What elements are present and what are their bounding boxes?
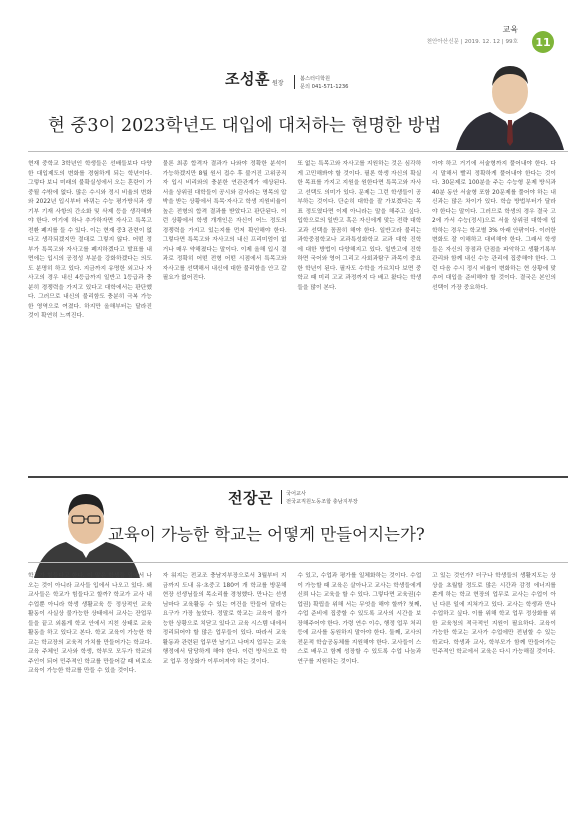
article-2-column: 학교가 힘들다고 한다. 이 말은 학생들 입에서 나오는 것이 아니라 교사들 입에서 나오고 있다. 왜 교사들은 학교가 힘들다고 할까? 학교가 교사 내 수업뿐 아니라 학생 생활교육 등 정상적인 교육 활동이 사실상 불가능한 상태에서 교사는 잔업무들을 끝고 외롭게 학교 안에서 지친 상태로 교육 활동을 하고 있다고 본다. 학교 교육이 가능한 학교는 학교장의 교육적 가치를 만들어가는 학교다. 교육 주체인 교사와 학생, 학부모 모두가 학교의 주인이 되어 민주적인 학교를 만들어갈 때 비로소 교육이 가능한 학교를 만들 수 있을 것이다. — [28, 573, 152, 674]
author-divider — [281, 490, 282, 504]
article-1-column: 물론 최종 합격자 결과가 나와야 정확한 분석이 가능하겠지만 8월 원서 접수 후 불거진 고위공직자 입시 비리와의 충분한 연관관계가 예상된다. 서울 상위권 대학들이 공시와 감사라는 명목의 압박을 받는 상황에서 특목·자사고 학생 지원비율이 높은 전형의 합격 결과를 받았다고 판단된다. 이런 상황에서 학생 개개인은 자신이 어느 정도의 경쟁력을 가지고 있는지를 먼저 확인해야 한다. 그렇다면 특목고와 자사고의 내신 프리미엄이 없거나 매우 약해졌다는 말이다. 이제 올해 입시 결과로 정확히 어떤 전형 어떤 시점에서 특목고와 자사고를 선택해서 내신에 대한 불리함을 안고 갈 필요가 없어진다. — [162, 161, 287, 281]
article-2-top-rule — [28, 562, 568, 563]
article-2-headline: 교육이 가능한 학교는 어떻게 만들어지는가? — [108, 525, 425, 544]
page-number-badge: 11 — [532, 31, 554, 53]
author-meta-line-2: 문의 041-571-1236 — [300, 84, 349, 90]
article-1-column: 또 없는 특목고와 자사고를 지원하는 것은 심각하게 고민해봐야 할 것이다. 필론 학생 자신의 확실한 목표를 가지고 지원을 원한다면 특목고와 자사고 선택도 의미가 있다. 문제는 그런 학생들이 공부하는 것이다. 단순히 대학을 잘 가보겠다는 목표 정도였다면 이제 아니라는 말을 해주고 싶다. 입학으로의 일반고 혹은 자신에게 맞는 전략 대학 교과 선택을 꼼꼼히 해야 한다. 일반고라 불리는 과학중점학교나 교과특성화학교 교과 대학 진학에 대한 방법이 다양해지고 있다. 일반고에 진학하면 국어와 영어 그리고 사회과탐구 과목이 중요한 학년이 된다. 필자도 수학을 가르치다 보면 중학교 때 미리 고교 과정까지 다 배고 왔다는 학생들을 많이 본다. — [297, 161, 422, 291]
article-2-column: 수 있고, 수업과 평가를 일체화하는 것이다. 수업이 가능할 때 교육은 살아나고 교사는 학생들에게 신뢰 나는 교육을 할 수 있다. 그렇다면 교육권(수업권) 확립을 위해 서는 무엇을 해야 할까? 첫째, 수업 준비에 집중할 수 있도록 교사의 시간을 보장해주어야 한다. 가령 연수 이수, 행정 업무 처리 등에 교사를 동원하지 말아야 한다. 둘째, 교사의 전문적 학습공동체를 지원해야 한다. 교사들이 스스로 배우고 함께 성장할 수 있도록 수업 나눔과 연구를 지원하는 것이다. — [297, 573, 422, 665]
article-1-author — [225, 68, 284, 89]
author-photo — [446, 52, 568, 150]
author-meta — [286, 490, 358, 506]
page-header — [0, 0, 568, 56]
author-meta-line-1: 국어교사 — [286, 491, 307, 497]
article-2-column: 자 워지는 전교조 충남지부장으로서 3월부터 지금까지 도내 유·초중고 180여 개 학교를 방문해 현장 선생님들의 목소리를 경청했다. 만나는 선생님마다 교육활동 수 있는 여건을 만들어 달라는 요구가 가장 높았다. 정말로 학교는 교육이 불가능한 상황으로 치닫고 있다고 교육 시스템 내에서 정리되어야 할 많은 업무들이 있다. 따라서 교육 활동과 관련된 업무만 남기고 나머지 업무는 교육행정에서 담당하게 해야 한다. 이런 방식으로 학교 업무 정상화가 이루어져야 하는 것이다. — [162, 573, 287, 665]
author-divider — [294, 75, 295, 89]
article-1-headline: 현 중3이 2023학년도 대입에 대처하는 현명한 방법 — [48, 116, 442, 136]
article-1-top-rule — [28, 151, 568, 152]
article-2-body — [28, 572, 556, 824]
article-1-column: 현재 중학교 3학년인 학생들은 선배들보다 다양한 대입제도의 변화를 경험하게 되는 학년이다. 그렇다 보니 미래의 불확실성에서 오는 혼란이 가중될 수밖에 없다. 많은 수시와 정시 비율의 변화와 2022년 입시부터 바뀌는 수능 평가방식과 생기부 기재 사항의 간소화 및 삭제 등을 생각해봐야 한다. 여기에 하나 추가하자면 자사고 특목고 전환 폐지를 들 수 있다. 이는 현재 중3 관련이 없다고 생각되겠지만 절대로 그렇지 않다. 어떤 정부가 특목고와 자사고를 폐지하겠다고 발표를 내면에는 입시의 공정성 부분을 강화하겠다는 의도도 분명히 하고 있다. 지금까지 유명한 외고나 자사고의 경우 내신 4등급까지 일반고 1등급과 충분히 경쟁력을 가지고 있다고 대학에서는 판단했다. 그러므로 내신의 불리함도 충분히 극복 가능한 영역으로 여겼다. 하지만 올해부터는 달라진 것이 확연히 느껴진다. — [28, 161, 152, 319]
author-meta-line-2: 전국교직원노동조합 충남지부장 — [286, 499, 358, 505]
article-1-body — [28, 160, 556, 462]
author-meta — [300, 75, 348, 91]
article-2-column: 고 있는 것인가? 더구나 학생들의 생활지도는 상상을 초월할 정도로 많은 시간과 감정 에너지를 쏟게 하는 학교 현장의 업무로 교사는 수업이 아닌 다른 일에 지쳐가고 있다. 교사는 학생과 만나 수업하고 싶다. 이를 위해 학교 업무 정상화를 위한 교육청의 적극적인 지원이 필요하다. 교육이 가능한 학교는 교사가 수업에만 전념할 수 있는 학교다. 학생과 교사, 학부모가 함께 만들어가는 민주적인 학교에서 교육은 다시 가능해질 것이다. — [431, 573, 556, 655]
article-2-author — [228, 487, 273, 508]
article-1-column: 아야 하고 거기에 서술형까지 풀어내야 한다. 다시 말해서 빨리 정확하게 풀어내야 한다는 것이다. 30문제로 100분을 주는 수능형 문제 방식과 40분 동안 서술형 포함 20문제를 풀어야 하는 내신과는 많은 차이가 있다. 학습 방법부터가 달라야 한다는 말이다. 그러므로 학생의 경우 결국 고2에 가서 수능(정시)으로 서울 상위권 대학에 입학하는 경우는 학교별 3% 아래 안팎이다. 이러한 변화도 잘 이해하고 대비해야 한다. 그래서 학생들은 자신의 장점과 단점을 파악하고 생활기록부 관리와 함께 내신 수능 관리에 집중해야 한다. 그런 다음 수시 정시 비율이 변화하는 현 상황에 맞추어 대입을 준비해야 할 것이다. 결국은 본인의 선택이 가장 중요하다. — [431, 161, 556, 291]
author-meta-line-1: 봄스터디학원 — [300, 76, 331, 82]
author-role: 원장 — [271, 80, 284, 87]
publication-info: 천안아산신문 | 2019. 12. 12 | 99호 — [426, 39, 518, 45]
author-name: 조성훈 — [225, 70, 270, 88]
author-name: 전장곤 — [228, 489, 273, 507]
section-label: 교육 — [502, 25, 518, 34]
